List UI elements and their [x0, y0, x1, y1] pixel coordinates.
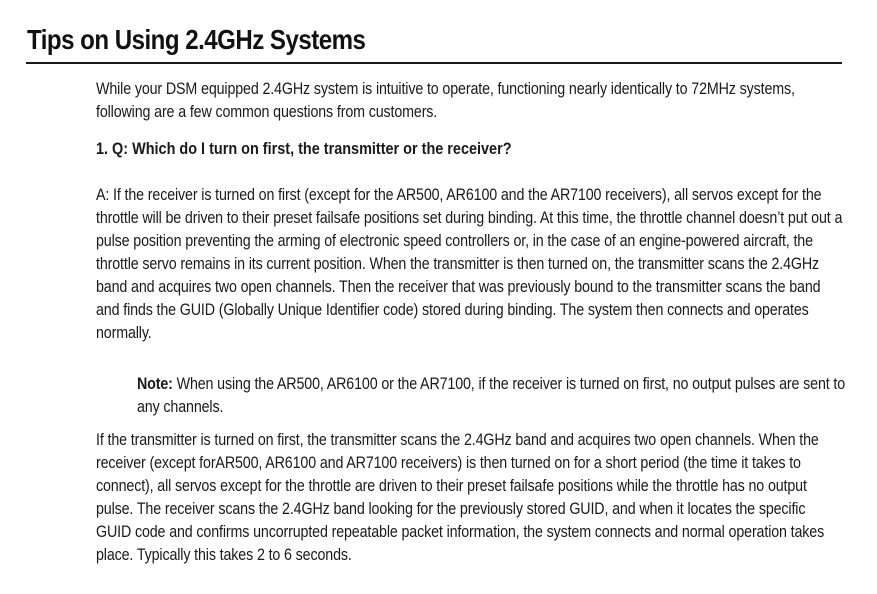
intro-text: While your DSM equipped 2.4GHz system is intuitive to operate, functioning nearly identically to 72MHz systems, following are a few common questions from customers. [96, 80, 795, 121]
note-text: When using the AR500, AR6100 or the AR7100, if the receiver is turned on first, no output pulses are sent to any channels. [137, 375, 846, 416]
faq-answer [96, 184, 844, 345]
title-divider [26, 62, 842, 64]
note-label: Note: [137, 375, 173, 393]
note-body [137, 373, 846, 419]
followup-paragraph [96, 429, 844, 567]
faq-answer-text: A: If the receiver is turned on first (except for the AR500, AR6100 and the AR7100 receivers), all servos except for the throttle will be driven to their preset failsafe positions set during binding. At this time, the throttle channel doesn’t put out a pulse position preventing the arming of electronic speed controllers or, in the case of an engine-powered aircraft, the throttle servo remains in its current position. When the transmitter is then turned on, the transmitter scans the 2.4GHz band and acquires two open channels. Then the receiver that was previously bound to the transmitter scans the band and finds the GUID (Globally Unique Identifier code) stored during binding. The system then connects and operates normally. [96, 186, 843, 342]
faq-question-text: 1. Q: Which do I turn on first, the transmitter or the receiver? [96, 139, 512, 158]
document-body [96, 78, 844, 567]
intro-paragraph [96, 78, 844, 124]
note-callout [137, 373, 844, 419]
page-title: Tips on Using 2.4GHz Systems [27, 24, 366, 55]
followup-text: If the transmitter is turned on first, the transmitter scans the 2.4GHz band and acquires two open channels. When the receiver (except forAR500, AR6100 and AR7100 receivers) is then turned on for a short period (the time it takes to connect), all servos except for the throttle are driven to their preset failsafe positions while the throttle has no output pulse. The receiver scans the 2.4GHz band looking for the previously stored GUID, and when it locates the specific GUID code and confirms uncorrupted repeatable packet information, the system connects and normal operation takes place. Typically this takes 2 to 6 seconds. [96, 431, 825, 564]
faq-question [96, 137, 844, 160]
